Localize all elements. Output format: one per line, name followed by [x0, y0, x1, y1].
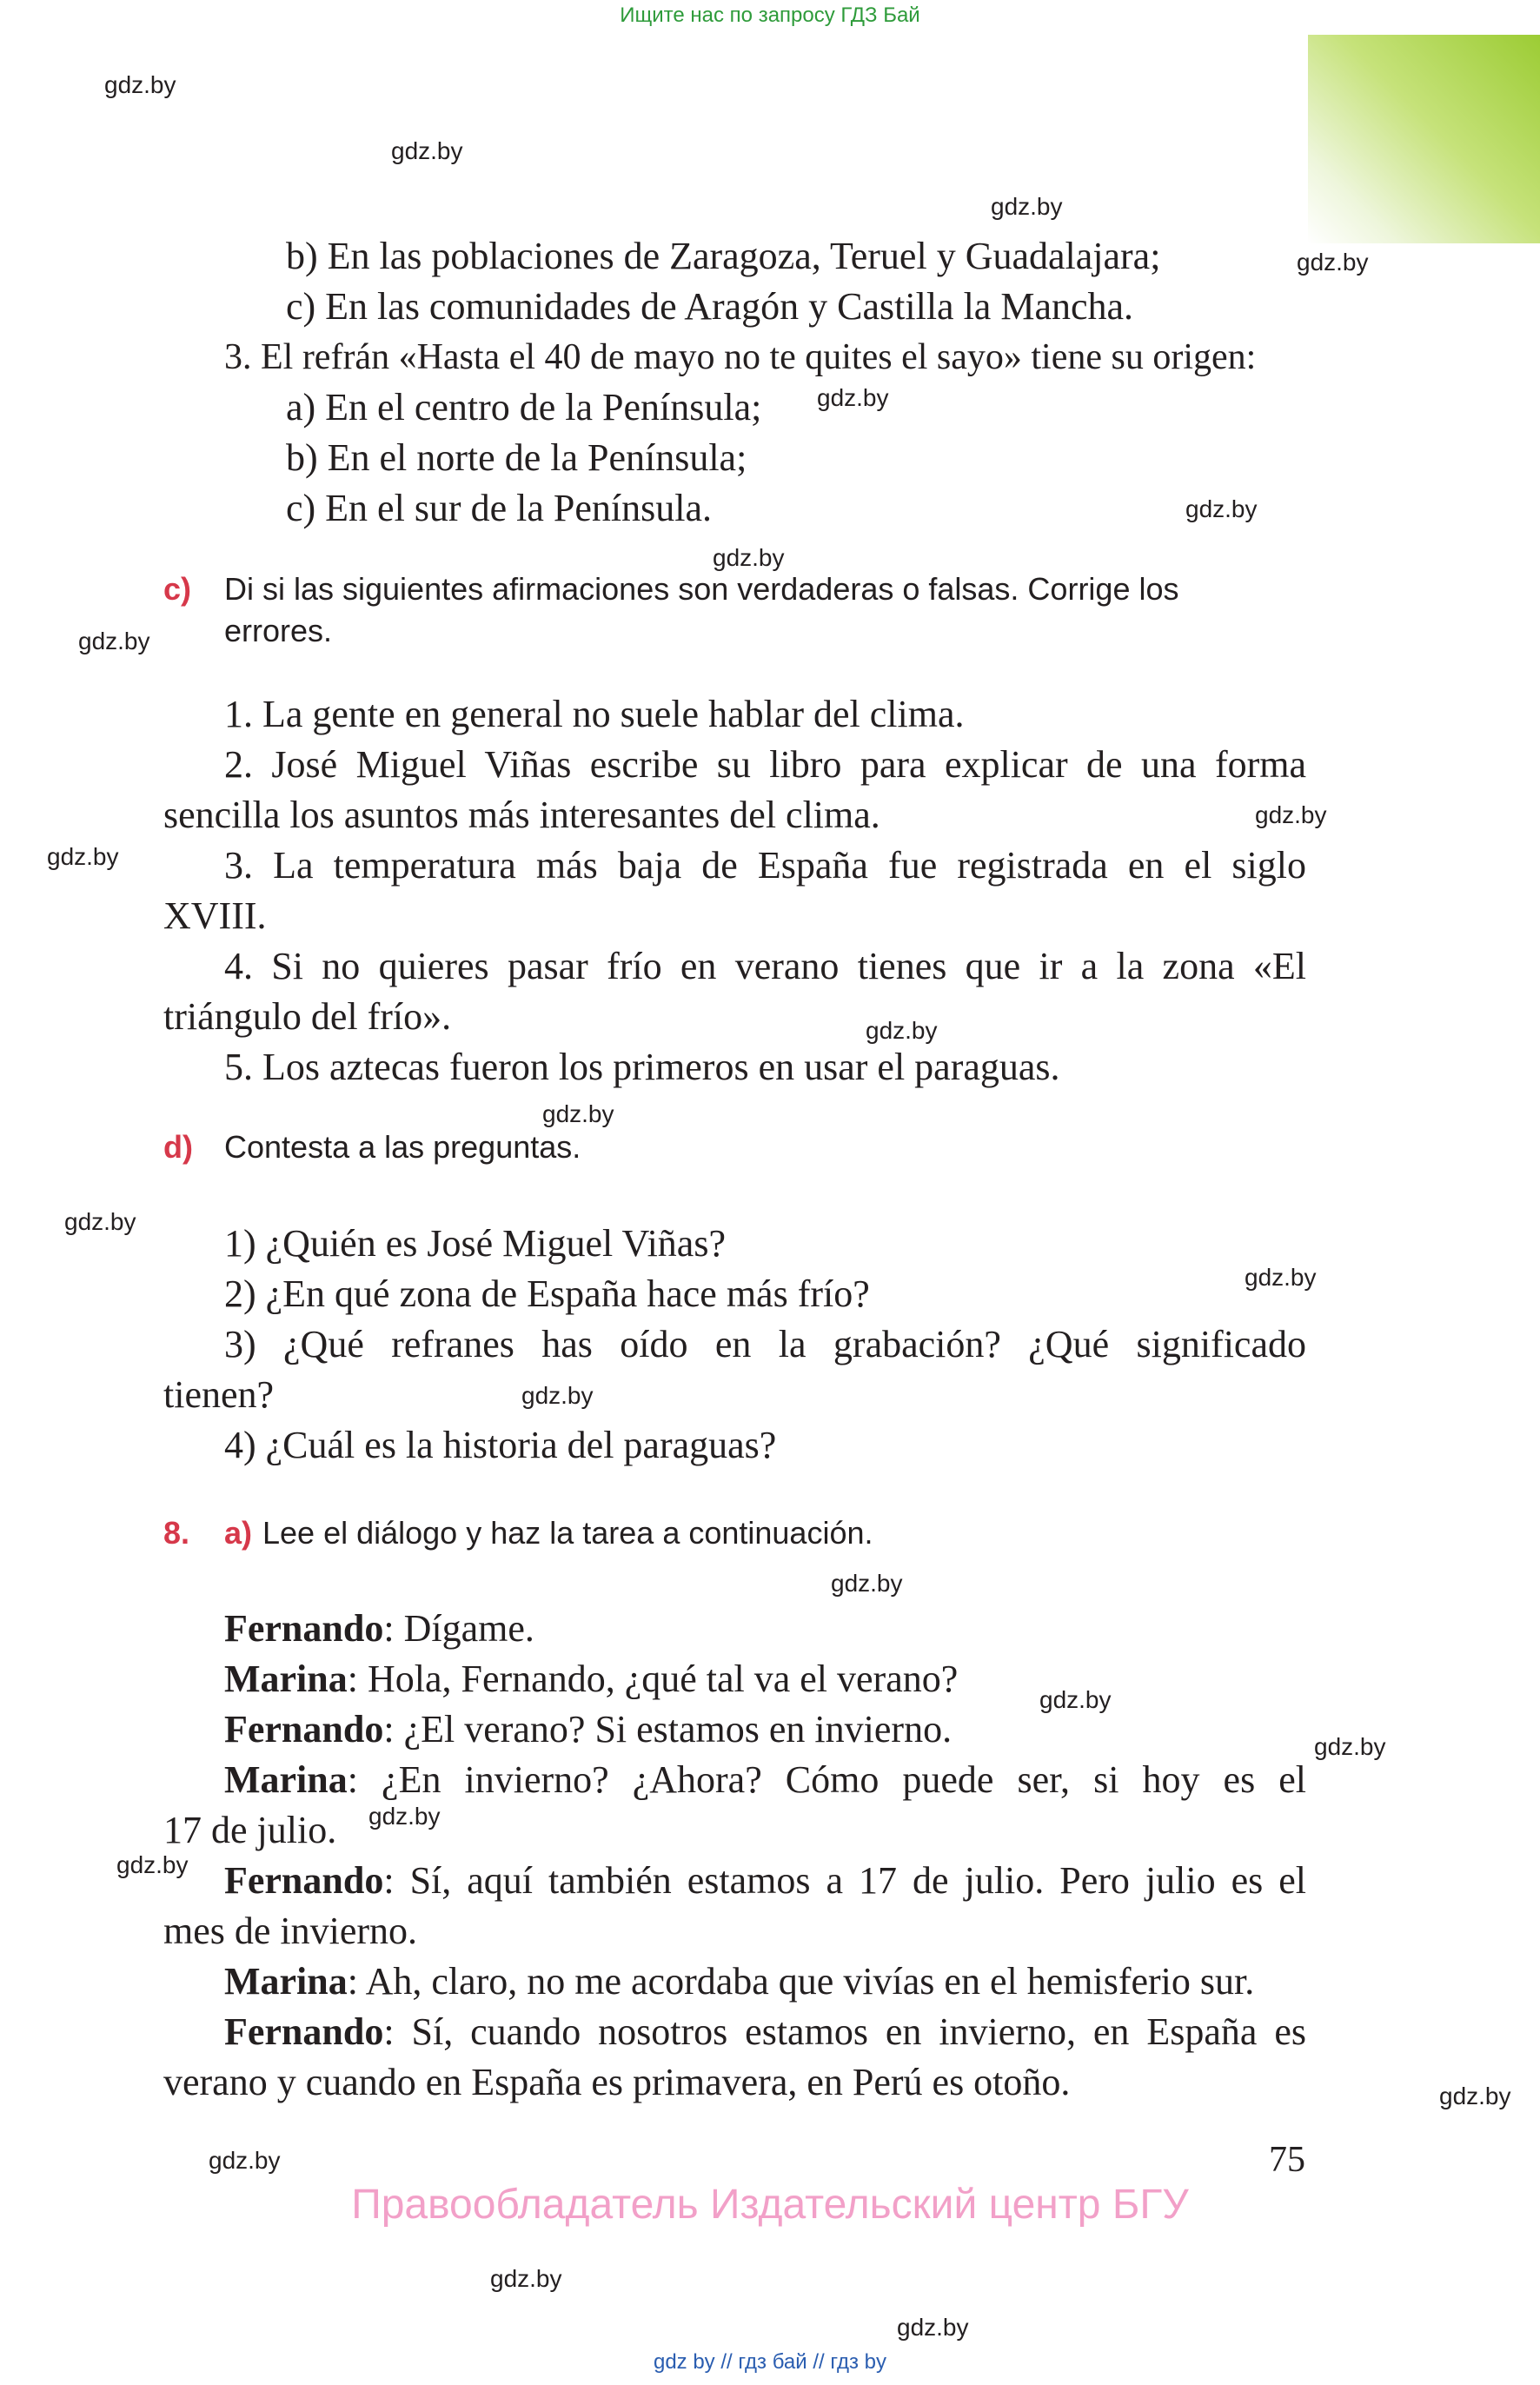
- watermark: gdz.by: [542, 1100, 614, 1127]
- watermark: gdz.by: [831, 1570, 903, 1597]
- dialogue-line: [224, 1604, 534, 1654]
- dialogue-line: [224, 2007, 1306, 2057]
- question-d-1: 1) ¿Quién es José Miguel Viñas?: [224, 1222, 726, 1265]
- watermark: gdz.by: [1297, 249, 1369, 276]
- watermark: gdz.by: [1185, 495, 1258, 522]
- dialogue-speaker: Fernando: [224, 2010, 384, 2053]
- watermark: gdz.by: [1314, 1733, 1386, 1760]
- watermark: gdz.by: [991, 193, 1063, 220]
- statement-2-line1: 2. José Miguel Viñas escribe su libro para explicar de una forma: [224, 743, 1306, 786]
- dialogue-continuation: mes de invierno.: [163, 1910, 418, 1952]
- dialogue-speaker: Marina: [224, 1658, 348, 1700]
- dialogue-text: : Sí, cuando nosotros estamos en invierno, en España es: [383, 2010, 1306, 2053]
- dialogue-text: : Sí, aquí también estamos a 17 de julio. Pero julio es el: [383, 1859, 1306, 1902]
- watermark: gdz.by: [64, 1208, 136, 1235]
- statement-4-line2: triángulo del frío».: [163, 995, 452, 1038]
- dialogue-text: : Dígame.: [383, 1607, 534, 1650]
- question-3-option-b: b) En el norte de la Península;: [286, 436, 747, 479]
- task-8a-marker: a): [224, 1515, 253, 1551]
- watermark: gdz.by: [368, 1803, 441, 1830]
- watermark: gdz.by: [391, 137, 463, 164]
- dialogue-line: [224, 1654, 958, 1704]
- watermark: gdz.by: [521, 1382, 594, 1409]
- section-d-instruction: Contesta a las preguntas.: [224, 1129, 581, 1165]
- footer-links[interactable]: gdz by // гдз бай // гдз by: [653, 2350, 887, 2374]
- dialogue-speaker: Fernando: [224, 1859, 384, 1902]
- watermark: gdz.by: [209, 2147, 281, 2174]
- watermark: gdz.by: [104, 71, 176, 98]
- dialogue-text: : Ah, claro, no me acordaba que vivías en el hemisferio sur.: [347, 1960, 1255, 2003]
- watermark: gdz.by: [713, 544, 785, 571]
- dialogue-line: [224, 1956, 1254, 2007]
- watermark: gdz.by: [1039, 1686, 1112, 1713]
- question-d-3-line2: tienen?: [163, 1373, 275, 1416]
- dialogue-continuation: 17 de julio.: [163, 1809, 337, 1851]
- statement-3-line2: XVIII.: [163, 894, 267, 937]
- watermark: gdz.by: [1439, 2083, 1511, 2109]
- dialogue-line: [224, 1755, 1306, 1805]
- watermark: gdz.by: [1245, 1264, 1317, 1291]
- watermark: gdz.by: [47, 843, 119, 870]
- task-8a-instruction: Lee el diálogo y haz la tarea a continuación.: [262, 1515, 873, 1551]
- statement-5: 5. Los aztecas fueron los primeros en usar el paraguas.: [224, 1046, 1060, 1088]
- statement-2-line2: sencilla los asuntos más interesantes del clima.: [163, 794, 880, 836]
- watermark: gdz.by: [78, 628, 150, 654]
- statement-3-line1: 3. La temperatura más baja de España fue registrada en el siglo: [224, 844, 1306, 887]
- statement-1: 1. La gente en general no suele hablar del clima.: [224, 693, 965, 735]
- watermark: gdz.by: [1255, 801, 1327, 828]
- dialogue-text: : Hola, Fernando, ¿qué tal va el verano?: [347, 1658, 959, 1700]
- watermark: gdz.by: [866, 1017, 938, 1044]
- question-d-4: 4) ¿Cuál es la historia del paraguas?: [224, 1424, 777, 1466]
- question-3: 3. El refrán «Hasta el 40 de mayo no te quites el sayo» tiene su origen:: [224, 337, 1257, 377]
- dialogue-speaker: Fernando: [224, 1708, 384, 1751]
- dialogue-speaker: Marina: [224, 1758, 348, 1801]
- question-3-option-c: c) En el sur de la Península.: [286, 487, 712, 529]
- dialogue-speaker: Marina: [224, 1960, 348, 2003]
- dialogue-speaker: Fernando: [224, 1607, 384, 1650]
- section-c-instruction-line1: Di si las siguientes afirmaciones son verdaderas o falsas. Corrige los: [224, 571, 1179, 607]
- page-number: 75: [1269, 2140, 1305, 2180]
- watermark: gdz.by: [897, 2314, 969, 2341]
- dialogue-text: : ¿En invierno? ¿Ahora? Cómo puede ser, si hoy es el: [347, 1758, 1306, 1801]
- watermark: gdz.by: [817, 384, 889, 411]
- rights-holder: Правообладатель Издательский центр БГУ: [351, 2182, 1189, 2228]
- question-3-option-a: a) En el centro de la Península;: [286, 386, 762, 429]
- dialogue-continuation: verano y cuando en España es primavera, en Perú es otoño.: [163, 2061, 1071, 2103]
- watermark: gdz.by: [490, 2265, 562, 2292]
- statement-4-line1: 4. Si no quieres pasar frío en verano tienes que ir a la zona «El: [224, 945, 1306, 987]
- question-2-option-b: b) En las poblaciones de Zaragoza, Teruel y Guadalajara;: [286, 235, 1161, 277]
- corner-gradient-decoration: [1308, 35, 1540, 243]
- task-8-number: 8.: [163, 1515, 190, 1551]
- question-d-2: 2) ¿En qué zona de España hace más frío?: [224, 1272, 870, 1315]
- top-banner: Ищите нас по запросу ГДЗ Бай: [620, 3, 920, 27]
- question-d-3-line1: 3) ¿Qué refranes has oído en la grabación? ¿Qué significado: [224, 1323, 1306, 1365]
- dialogue-line: [224, 1856, 1306, 1906]
- section-c-marker: c): [163, 571, 192, 607]
- dialogue-text: : ¿El verano? Si estamos en invierno.: [383, 1708, 953, 1751]
- watermark: gdz.by: [116, 1851, 189, 1878]
- section-c-instruction-line2: errores.: [224, 613, 333, 648]
- question-2-option-c: c) En las comunidades de Aragón y Castilla la Mancha.: [286, 285, 1134, 328]
- section-d-marker: d): [163, 1129, 193, 1165]
- dialogue-line: [224, 1704, 952, 1755]
